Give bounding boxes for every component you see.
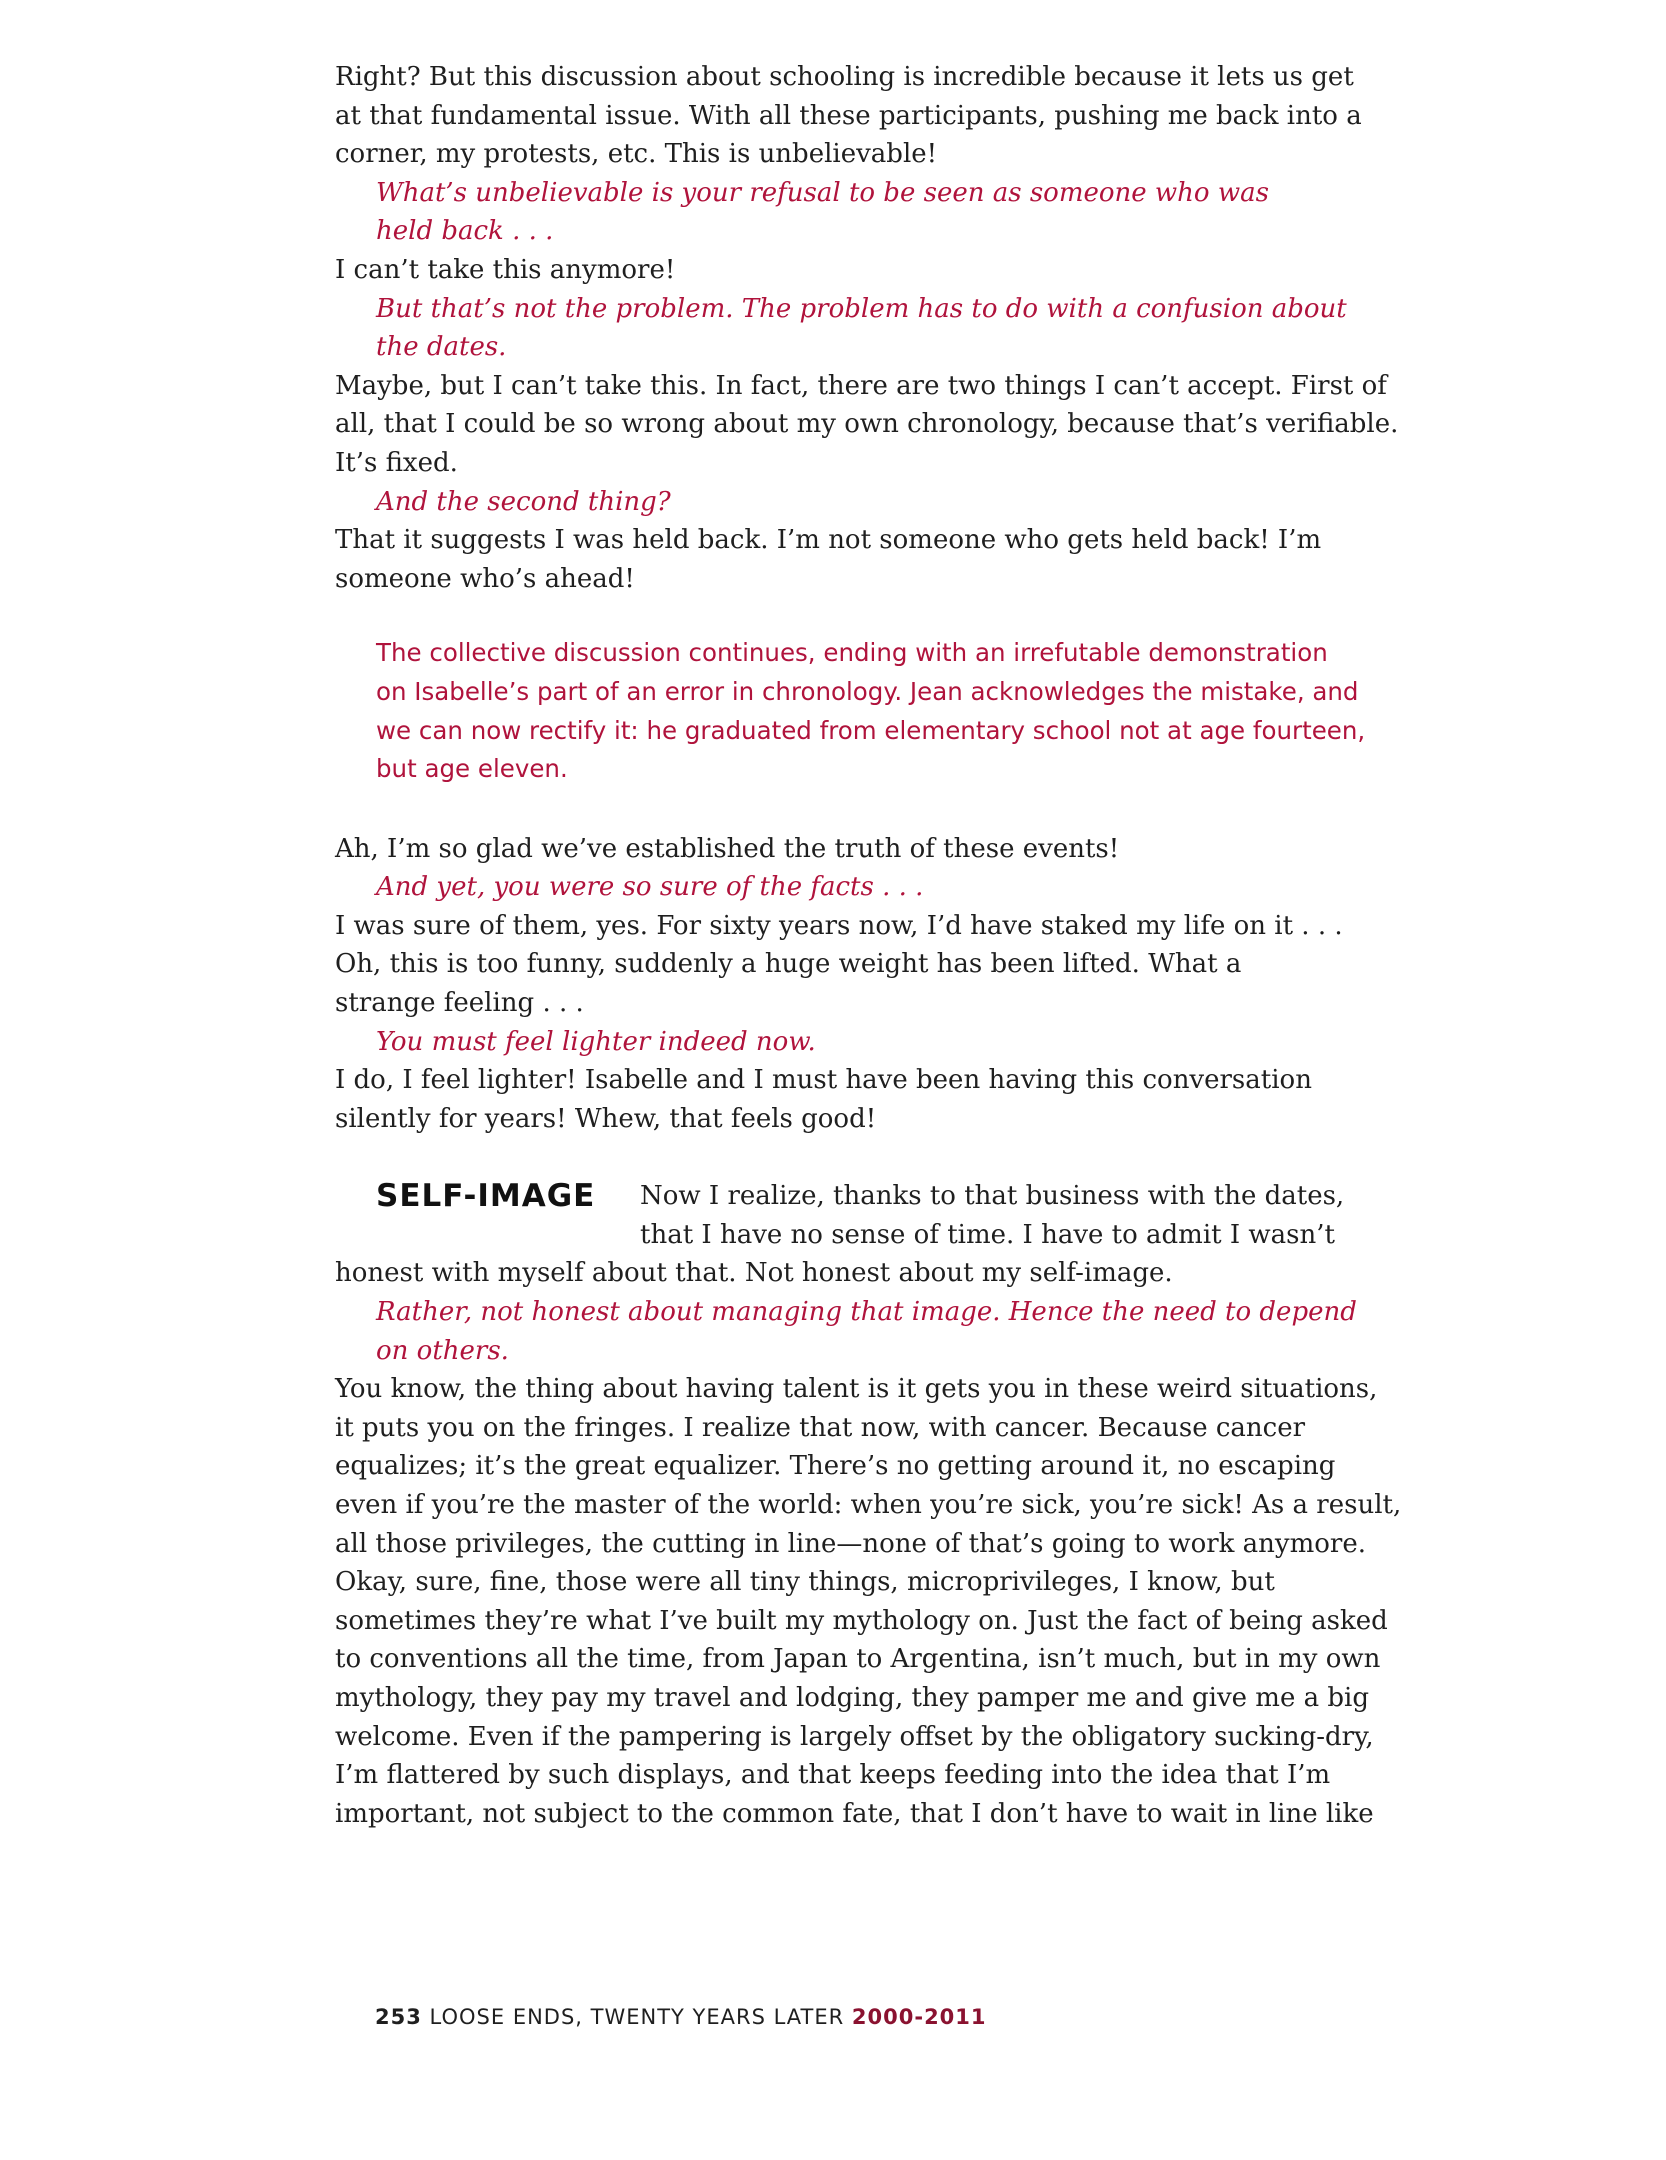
text-line: I was sure of them, yes. For sixty years now, I’d have staked my life on it . . . [335, 910, 1343, 941]
note-line: we can now rectify it: he graduated from elementary school not at age fourteen, [376, 715, 1366, 745]
paragraph-1 [335, 58, 1362, 174]
note-line: The collective discussion continues, ending with an irrefutable demonstration [376, 638, 1328, 668]
italic-line: held back . . . [376, 216, 554, 247]
note-line: on Isabelle’s part of an error in chronology. Jean acknowledges the mistake, and [376, 676, 1359, 706]
italic-line: the dates. [376, 332, 507, 363]
text-line: someone who’s ahead! [335, 563, 635, 594]
italic-line: What’s unbelievable is your refusal to be seen as someone who was [376, 177, 1269, 208]
page-body [335, 58, 1402, 1833]
section-heading: SELF-IMAGE [376, 1178, 596, 1215]
interviewer-question-4 [335, 868, 1335, 907]
text-line: I can’t take this anymore! [335, 254, 676, 285]
text-line: important, not subject to the common fate, that I don’t have to wait in line like [335, 1798, 1374, 1829]
page-footer [375, 2005, 987, 2029]
paragraph-3 [335, 367, 1399, 483]
italic-line: But that’s not the problem. The problem has to do with a confusion about [376, 293, 1347, 324]
italic-line: And yet, you were so sure of the facts . . . [376, 872, 924, 903]
text-line: silently for years! Whew, that feels good! [335, 1103, 877, 1134]
text-line: welcome. Even if the pampering is largely offset by the obligatory sucking-dry, [335, 1721, 1374, 1752]
paragraph-5 [335, 830, 1335, 869]
paragraph-9 [335, 1370, 1402, 1833]
text-line: Maybe, but I can’t take this. In fact, there are two things I can’t accept. First of [335, 370, 1387, 401]
paragraph-7 [335, 1061, 1335, 1138]
text-line: it puts you on the fringes. I realize that now, with cancer. Because cancer [335, 1412, 1306, 1443]
text-line: corner, my protests, etc. This is unbelievable! [335, 139, 938, 170]
paragraph-8 [335, 1254, 1335, 1293]
paragraph-2 [335, 251, 1335, 290]
text-line: sometimes they’re what I’ve built my mythology on. Just the fact of being asked [335, 1605, 1388, 1636]
text-line: I’m flattered by such displays, and that keeps feeding into the idea that I’m [335, 1760, 1331, 1791]
text-line: even if you’re the master of the world: when you’re sick, you’re sick! As a result, [335, 1490, 1402, 1520]
running-title: LOOSE ENDS, TWENTY YEARS LATER [429, 2005, 845, 2029]
text-line: Now I realize, thanks to that business with the dates, [640, 1181, 1345, 1212]
text-line: honest with myself about that. Not honest about my self-image. [335, 1258, 1173, 1289]
interviewer-question-5 [335, 1023, 1335, 1062]
text-line: mythology, they pay my travel and lodging, they pamper me and give me a big [335, 1682, 1369, 1713]
text-line: It’s fixed. [335, 447, 458, 478]
text-line: to conventions all the time, from Japan to Argentina, isn’t much, but in my own [335, 1644, 1381, 1675]
text-line: at that fundamental issue. With all these participants, pushing me back into a [335, 100, 1362, 131]
text-line: I do, I feel lighter! Isabelle and I must have been having this conversation [335, 1065, 1312, 1096]
text-line: Okay, sure, fine, those were all tiny things, microprivileges, I know, but [335, 1567, 1275, 1598]
text-line: strange feeling . . . [335, 988, 584, 1019]
paragraph-6 [335, 907, 1343, 1023]
text-line: all those privileges, the cutting in line—none of that’s going to work anymore. [335, 1528, 1366, 1559]
section-intro [640, 1177, 1344, 1254]
italic-line: You must feel lighter indeed now. [376, 1026, 816, 1057]
interviewer-question-3 [335, 483, 1335, 522]
text-line: that I have no sense of time. I have to admit I wasn’t [640, 1220, 1335, 1251]
text-line: Ah, I’m so glad we’ve established the truth of these events! [335, 833, 1120, 864]
interviewer-question-6 [335, 1293, 1357, 1370]
text-line: That it suggests I was held back. I’m not someone who gets held back! I’m [335, 525, 1322, 556]
text-line: Oh, this is too funny, suddenly a huge weight has been lifted. What a [335, 949, 1242, 980]
note-line: but age eleven. [376, 754, 568, 784]
page-number: 253 [375, 2005, 422, 2029]
italic-line: Rather, not honest about managing that image. Hence the need to depend [376, 1297, 1357, 1328]
interviewer-question-2 [335, 290, 1347, 367]
text-line: Right? But this discussion about schooling is incredible because it lets us get [335, 62, 1354, 92]
paragraph-4 [335, 521, 1335, 598]
interviewer-question-1 [335, 174, 1335, 251]
narration-note [335, 634, 1366, 788]
text-line: You know, the thing about having talent is it gets you in these weird situations, [335, 1374, 1378, 1405]
running-years: 2000-2011 [851, 2005, 987, 2029]
italic-line: And the second thing? [376, 486, 671, 517]
italic-line: on others. [376, 1335, 509, 1366]
text-line: all, that I could be so wrong about my own chronology, because that’s verifiable. [335, 409, 1399, 440]
section-self-image [335, 1177, 1345, 1254]
text-line: equalizes; it’s the great equalizer. There’s no getting around it, no escaping [335, 1451, 1336, 1482]
